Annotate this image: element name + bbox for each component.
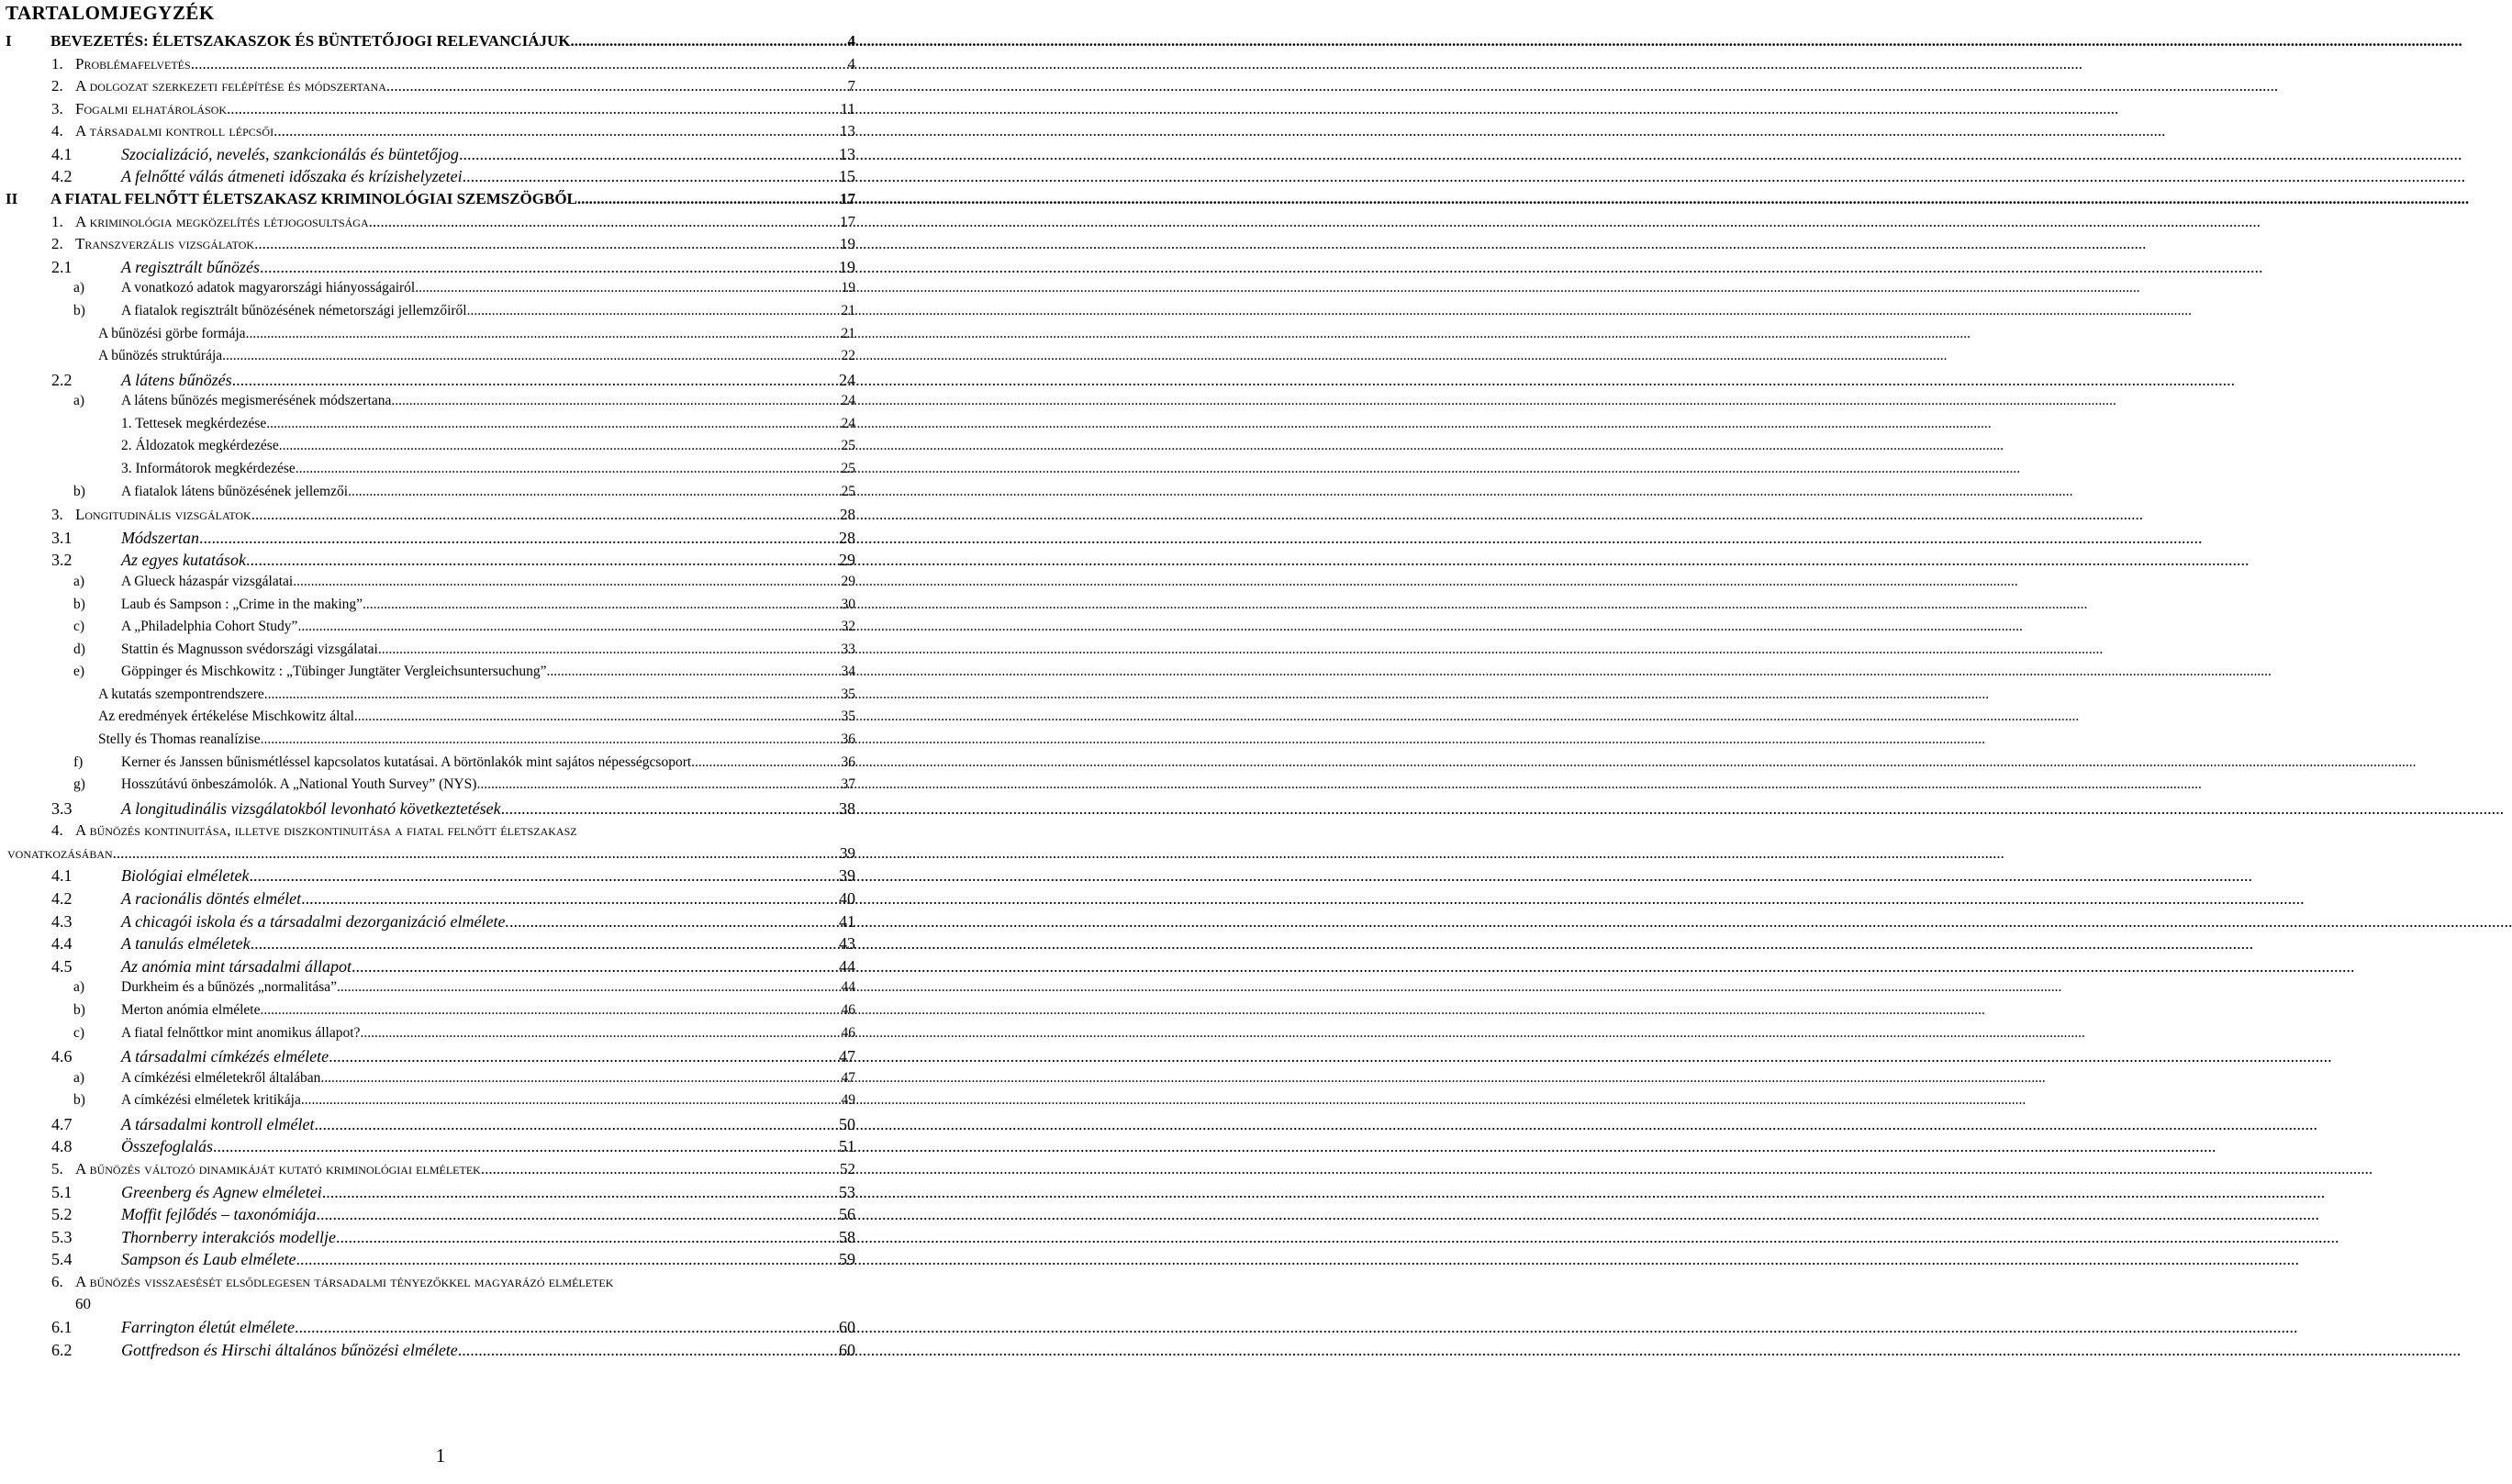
toc-dot-leader xyxy=(546,664,840,680)
toc-dot-leader xyxy=(113,844,839,863)
toc-entry[interactable] xyxy=(0,799,881,821)
toc-dot-leader xyxy=(378,642,841,658)
toc-dot-leader xyxy=(476,776,840,793)
toc-entry-number: 4.7 xyxy=(51,1114,73,1133)
toc-dot-leader xyxy=(297,619,840,635)
toc-dot-leader xyxy=(415,280,840,296)
toc-dot-leader xyxy=(354,709,841,725)
toc-entry-title: Transzverzális vizsgálatok xyxy=(75,235,255,253)
toc-dot-leader xyxy=(264,686,841,703)
toc-dot-leader xyxy=(254,235,839,253)
toc-entry-page: 35 xyxy=(841,686,855,702)
toc-entry-title: A fiatalok látens bűnözésének jellemzői xyxy=(121,483,349,499)
toc-entry-number: 2.2 xyxy=(51,370,73,389)
toc-entry[interactable] xyxy=(0,506,881,528)
toc-entry-number: 5.2 xyxy=(51,1205,73,1224)
toc-entry-title: A bűnözés struktúrája xyxy=(98,348,223,364)
toc-entry-page: 17 xyxy=(840,212,855,230)
toc-entry-number: a) xyxy=(73,979,85,996)
toc-entry-page: 24 xyxy=(839,370,855,389)
toc-entry-title: Szocializáció, nevelés, szankcionálás és büntetőjog xyxy=(121,144,459,163)
toc-entry-title: Gottfredson és Hirschi általános bűnözési elmélete xyxy=(121,1340,458,1359)
toc-entry-page: 41 xyxy=(839,911,855,931)
toc-entry[interactable] xyxy=(0,461,881,483)
toc-dot-leader xyxy=(213,1137,838,1156)
toc-entry-number: 6. xyxy=(51,1272,63,1290)
toc-dot-leader xyxy=(301,889,838,909)
toc-entry-number: b) xyxy=(73,1001,85,1018)
toc-entry-page: 51 xyxy=(839,1137,855,1156)
toc-entry-title: A „Philadelphia Cohort Study” xyxy=(121,619,298,635)
toc-entry-page: 43 xyxy=(839,934,855,954)
toc-entry-page: 28 xyxy=(840,506,855,524)
toc-entry-number: 4.1 xyxy=(51,144,73,163)
toc-dot-leader xyxy=(348,484,840,500)
toc-dot-leader xyxy=(191,55,847,73)
toc-entry-number: 4.4 xyxy=(51,934,73,954)
toc-dot-leader xyxy=(251,506,839,524)
toc-entry-title: A bűnözési görbe formája xyxy=(98,325,246,341)
toc-entry-title: A társadalmi kontroll elmélet xyxy=(121,1114,315,1133)
toc-entry[interactable] xyxy=(0,167,881,189)
toc-entry-page: 39 xyxy=(840,843,855,862)
toc-entry-title: A bűnözés változó dinamikáját kutató kriminológiai elméletek xyxy=(75,1160,481,1177)
toc-entry[interactable] xyxy=(0,393,881,415)
toc-entry-number: f) xyxy=(73,753,84,770)
document-page xyxy=(0,0,881,1484)
toc-entry-number: 6.1 xyxy=(51,1318,73,1337)
toc-dot-leader xyxy=(336,1228,838,1247)
toc-entry-title: Farrington életút elmélete xyxy=(121,1318,295,1337)
toc-entry-title: Hosszútávú önbeszámolók. A „National Youth Survey” (NYS) xyxy=(121,776,477,793)
toc-entry[interactable] xyxy=(0,866,881,888)
toc-entry-title: Módszertan xyxy=(121,528,199,547)
toc-entry-page: 19 xyxy=(840,235,855,253)
toc-entry-title: A felnőtté válás átmeneti időszaka és krízishelyzetei xyxy=(121,167,463,186)
toc-entry[interactable] xyxy=(0,731,881,753)
toc-entry-number: 4.1 xyxy=(51,866,73,886)
toc-entry[interactable] xyxy=(0,1228,881,1250)
toc-entry-page: 53 xyxy=(839,1182,855,1201)
toc-entry-title: A kriminológia megközelítés létjogosultsága xyxy=(75,212,369,230)
toc-entry-number: 6.2 xyxy=(51,1340,73,1359)
toc-entry-number: 4. xyxy=(51,122,63,140)
toc-entry-page: 4 xyxy=(847,54,855,73)
toc-dot-leader xyxy=(501,799,838,819)
toc-entry[interactable] xyxy=(0,889,881,911)
toc-entry-title: A társadalmi kontroll lépcsői xyxy=(75,122,274,140)
toc-entry-number: 2. xyxy=(51,77,63,95)
toc-entry[interactable] xyxy=(0,303,881,325)
toc-entry-title: Moffit fejlődés – taxonómiája xyxy=(121,1205,317,1224)
toc-entry-title: A fiatalok regisztrált bűnözésének németországi jellemzőiről xyxy=(121,302,467,318)
toc-entry[interactable] xyxy=(0,1205,881,1227)
toc-entry-number: 4.6 xyxy=(51,1047,73,1066)
toc-dot-leader xyxy=(391,393,840,409)
toc-dot-leader xyxy=(360,1025,840,1042)
toc-entry[interactable] xyxy=(0,821,881,843)
toc-dot-leader xyxy=(467,303,841,319)
toc-entry-number: 4.5 xyxy=(51,956,73,976)
toc-dot-leader xyxy=(352,957,838,976)
toc-entry-page: 24 xyxy=(841,415,855,431)
toc-entry-title: A regisztrált bűnözés xyxy=(121,257,261,276)
toc-entry-page: 47 xyxy=(839,1047,855,1066)
toc-entry[interactable] xyxy=(0,1295,881,1317)
toc-entry-title: A kutatás szempontrendszere xyxy=(98,686,264,702)
toc-entry[interactable] xyxy=(0,32,881,54)
toc-entry[interactable] xyxy=(0,709,881,731)
toc-entry-page: 40 xyxy=(839,889,855,909)
toc-entry-page: 13 xyxy=(840,122,855,140)
toc-dot-leader xyxy=(314,1115,838,1134)
toc-entry[interactable] xyxy=(0,1092,881,1114)
toc-entry[interactable] xyxy=(0,1115,881,1137)
toc-dot-leader xyxy=(337,979,841,996)
toc-entry-title: 2. Áldozatok megkérdezése xyxy=(121,438,279,454)
toc-entry-number: 1. xyxy=(51,54,63,73)
toc-entry-page: 38 xyxy=(839,798,855,818)
toc-entry[interactable] xyxy=(0,213,881,235)
toc-entry-page: 29 xyxy=(839,551,855,570)
toc-entry[interactable] xyxy=(0,1025,881,1047)
toc-entry-title: 60 xyxy=(75,1295,91,1313)
toc-dot-leader xyxy=(227,100,840,118)
toc-entry[interactable] xyxy=(0,122,881,144)
toc-entry-title: Az egyes kutatások xyxy=(121,551,246,570)
toc-entry[interactable] xyxy=(0,776,881,798)
toc-entry-page: 7 xyxy=(847,77,855,95)
toc-entry-title: Stattin és Magnusson svédországi vizsgálatai xyxy=(121,641,378,657)
toc-entry[interactable] xyxy=(0,348,881,370)
toc-entry-number: 3. xyxy=(51,506,63,524)
toc-entry-page: 4 xyxy=(847,32,855,50)
toc-entry[interactable] xyxy=(0,686,881,709)
toc-dot-leader xyxy=(320,1070,840,1087)
toc-entry-number: 4.2 xyxy=(51,167,73,186)
toc-entry-number: 5. xyxy=(51,1160,63,1177)
toc-dot-leader xyxy=(199,529,838,548)
toc-entry[interactable] xyxy=(0,77,881,99)
toc-entry-page: 59 xyxy=(839,1250,855,1269)
toc-dot-leader xyxy=(279,438,841,454)
toc-dot-leader xyxy=(369,213,839,231)
toc-entry-title: Fogalmi elhatárolások xyxy=(75,99,228,117)
toc-entry-number: 1. xyxy=(51,212,63,230)
toc-entry[interactable] xyxy=(0,1318,881,1340)
toc-entry-title: A címkézési elméletekről általában xyxy=(121,1069,321,1086)
toc-dot-leader xyxy=(481,1160,839,1178)
toc-entry-page: 15 xyxy=(839,167,855,186)
toc-entry-number: a) xyxy=(73,1069,85,1086)
toc-entry-title: Kerner és Janssen bűnismétléssel kapcsolatos kutatásai. A börtönlakók mint sajátos népességcsoport xyxy=(121,753,692,770)
toc-entry[interactable] xyxy=(0,484,881,506)
toc-dot-leader xyxy=(251,934,838,954)
toc-entry-number: 5.3 xyxy=(51,1227,73,1246)
toc-entry-page: 28 xyxy=(839,528,855,547)
toc-entry-number: a) xyxy=(73,393,85,409)
toc-dot-leader xyxy=(691,754,840,771)
toc-entry-title: Stelly és Thomas reanalízise xyxy=(98,731,261,747)
toc-entry-page: 22 xyxy=(841,348,855,364)
toc-entry-title: A chicagói iskola és a társadalmi dezorganizáció elmélete. xyxy=(121,911,509,931)
toc-entry-page: 52 xyxy=(840,1160,855,1177)
toc-entry-page: 46 xyxy=(841,1024,855,1041)
toc-entry-number: 5.1 xyxy=(51,1182,73,1201)
toc-entry-page: 13 xyxy=(839,144,855,163)
toc-entry-page: 24 xyxy=(841,393,855,409)
toc-dot-leader xyxy=(459,145,838,164)
toc-entry[interactable] xyxy=(0,145,881,167)
toc-entry-number: b) xyxy=(73,302,85,318)
toc-entry[interactable] xyxy=(0,371,881,393)
toc-entry[interactable] xyxy=(0,912,881,934)
toc-entry-page: 21 xyxy=(841,325,855,341)
toc-entry-number: 4. xyxy=(51,821,63,840)
toc-dot-leader xyxy=(249,866,838,886)
toc-entry-page: 25 xyxy=(841,438,855,454)
page-number: 1 xyxy=(435,1445,446,1467)
toc-entry-page: 11 xyxy=(840,99,855,117)
toc-entry-number: b) xyxy=(73,483,85,499)
toc-entry[interactable] xyxy=(0,1183,881,1205)
toc-dot-leader xyxy=(316,1205,838,1224)
toc-entry-page: 36 xyxy=(841,731,855,747)
toc-entry-number: 2.1 xyxy=(51,257,73,276)
toc-entry-page: 47 xyxy=(841,1069,855,1086)
toc-entry-title: Összefoglalás xyxy=(121,1137,214,1156)
toc-entry-title: A tanulás elméletek xyxy=(121,934,251,954)
toc-entry-page: 19 xyxy=(839,257,855,276)
toc-entry-number: b) xyxy=(73,596,85,612)
toc-dot-leader xyxy=(293,574,840,590)
toc-dot-leader xyxy=(266,416,840,432)
toc-entry-title: Göppinger és Mischkowitz : „Tübinger Jungtäter Vergleichsuntersuchung” xyxy=(121,664,547,680)
toc-entry-title: Biológiai elméletek xyxy=(121,866,250,886)
toc-entry-title: BEVEZETÉS: ÉLETSZAKASZOK ÉS BÜNTETŐJOGI RELEVANCIÁJUK xyxy=(50,32,571,50)
toc-entry-page: 33 xyxy=(841,641,855,657)
toc-entry-page: 50 xyxy=(839,1114,855,1133)
toc-entry-title: A fiatal felnőttkor mint anomikus állapot? xyxy=(121,1024,361,1041)
toc-entry-title: A Glueck házaspár vizsgálatai xyxy=(121,573,294,589)
toc-entry[interactable] xyxy=(0,529,881,551)
toc-entry-title: Merton anómia elmélete xyxy=(121,1001,261,1018)
toc-entry-page: 25 xyxy=(841,483,855,499)
toc-entry[interactable] xyxy=(0,844,881,866)
toc-entry[interactable] xyxy=(0,1002,881,1024)
toc-entry[interactable] xyxy=(0,597,881,619)
toc-dot-leader xyxy=(322,1183,838,1202)
toc-entry-title: Thornberry interakciós modellje xyxy=(121,1227,336,1246)
toc-entry[interactable] xyxy=(0,551,881,573)
toc-entry-page: 34 xyxy=(841,664,855,680)
toc-entry[interactable] xyxy=(0,934,881,956)
toc-entry[interactable] xyxy=(0,1047,881,1069)
toc-dot-leader xyxy=(329,1047,838,1066)
toc-entry-title: 1. Tettesek megkérdezése xyxy=(121,415,267,431)
toc-entry-title: A társadalmi címkézés elmélete xyxy=(121,1047,329,1066)
toc-entry-page: 58 xyxy=(839,1227,855,1246)
toc-entry-number: d) xyxy=(73,641,85,657)
toc-entry[interactable] xyxy=(0,1273,881,1295)
toc-entry-title: A bűnözés kontinuitása, illetve diszkontinuitása a fiatal felnőtt életszakasz xyxy=(75,821,577,840)
toc-entry-page: 30 xyxy=(841,596,855,612)
toc-entry-number: a) xyxy=(73,280,85,296)
toc-entry[interactable] xyxy=(0,1250,881,1272)
toc-entry-page: 35 xyxy=(841,709,855,725)
toc-dot-leader xyxy=(296,461,841,477)
toc-dot-leader xyxy=(261,1002,841,1019)
toc-dot-leader xyxy=(261,731,841,748)
toc-title: TARTALOMJEGYZÉK xyxy=(6,2,215,24)
toc-entry-page: 44 xyxy=(841,979,855,996)
toc-dot-leader xyxy=(246,326,841,342)
toc-entry-title: Problémafelvetés xyxy=(75,54,191,73)
toc-entry-title: A longitudinális vizsgálatokból levonható következtetések xyxy=(121,798,501,818)
toc-entry-page: 44 xyxy=(839,956,855,976)
toc-dot-leader xyxy=(458,1341,838,1360)
toc-entry-number: 3. xyxy=(51,99,63,117)
toc-entry-number: e) xyxy=(73,664,85,680)
toc-entry-title: A címkézési elméletek kritikája xyxy=(121,1092,301,1109)
toc-entry-number: II xyxy=(6,190,18,208)
toc-entry-title: A FIATAL FELNŐTT ÉLETSZAKASZ KRIMINOLÓGIAI SZEMSZÖGBŐL xyxy=(50,190,577,208)
toc-entry-page: 46 xyxy=(841,1001,855,1018)
toc-entry-page: 17 xyxy=(840,190,855,208)
toc-dot-leader xyxy=(296,1250,838,1269)
toc-entry-number: 5.4 xyxy=(51,1250,73,1269)
toc-entry[interactable] xyxy=(0,979,881,1001)
toc-entry-page: 25 xyxy=(841,461,855,477)
toc-dot-leader xyxy=(301,1092,841,1109)
toc-dot-leader xyxy=(246,551,838,570)
toc-entry[interactable] xyxy=(0,1070,881,1092)
toc-entry-title: A racionális döntés elmélet xyxy=(121,889,302,909)
toc-entry-title: 3. Informátorok megkérdezése xyxy=(121,461,296,477)
toc-entry-number: 3.3 xyxy=(51,798,73,818)
toc-entry-page: 29 xyxy=(841,573,855,589)
toc-entry[interactable] xyxy=(0,642,881,664)
toc-entry[interactable] xyxy=(0,438,881,460)
toc-entry-title: Az anómia mint társadalmi állapot xyxy=(121,956,352,976)
toc-entry[interactable] xyxy=(0,190,881,212)
toc-entry[interactable] xyxy=(0,55,881,77)
toc-entry-title: Sampson és Laub elmélete xyxy=(121,1250,296,1269)
toc-entry[interactable] xyxy=(0,957,881,979)
toc-entry[interactable] xyxy=(0,416,881,438)
toc-entry-title: Durkheim és a bűnözés „normalitása” xyxy=(121,979,337,996)
toc-entry[interactable] xyxy=(0,1160,881,1182)
toc-dot-leader xyxy=(463,167,838,186)
toc-entry-page: 21 xyxy=(841,302,855,318)
toc-entry[interactable] xyxy=(0,235,881,257)
toc-entry-number: 4.3 xyxy=(51,911,73,931)
toc-dot-leader xyxy=(232,371,838,390)
toc-entry-page: 39 xyxy=(839,866,855,886)
toc-dot-leader xyxy=(509,912,838,932)
toc-entry-title: A bűnözés visszaesését elsődlegesen társadalmi tényezőkkel magyarázó elméletek xyxy=(75,1272,614,1290)
toc-entry-title: A vonatkozó adatok magyarországi hiányosságairól xyxy=(121,280,416,296)
toc-entry-page: 60 xyxy=(839,1318,855,1337)
toc-dot-leader xyxy=(577,190,839,208)
toc-entry-number: c) xyxy=(73,619,85,635)
toc-entry-number: 4.2 xyxy=(51,889,73,909)
toc-entry-title: Az eredmények értékelése Mischkowitz által xyxy=(98,709,354,725)
toc-entry-number: 3.2 xyxy=(51,551,73,570)
toc-entry-page: 56 xyxy=(839,1205,855,1224)
toc-entry-page: 19 xyxy=(841,280,855,296)
toc-entry-title: vonatkozásában xyxy=(7,843,113,862)
toc-entry-page: 60 xyxy=(839,1340,855,1359)
toc-entry-number: 4.8 xyxy=(51,1137,73,1156)
toc-dot-leader xyxy=(363,597,840,613)
toc-entry[interactable] xyxy=(0,258,881,280)
toc-entry-title: A dolgozat szerkezeti felépítése és módszertana xyxy=(75,77,386,95)
toc-entry[interactable] xyxy=(0,1341,881,1363)
toc-dot-leader xyxy=(571,32,847,50)
toc-dot-leader xyxy=(386,77,847,95)
toc-entry[interactable] xyxy=(0,326,881,348)
toc-entry-page: 32 xyxy=(841,619,855,635)
toc-entry-page: 37 xyxy=(841,776,855,793)
toc-entry-number: a) xyxy=(73,573,85,589)
toc-dot-leader xyxy=(274,122,839,140)
toc-dot-leader xyxy=(260,258,838,277)
toc-entry-title: A látens bűnözés megismerésének módszertana xyxy=(121,393,392,409)
toc-entry[interactable] xyxy=(0,100,881,122)
toc-dot-leader xyxy=(295,1318,838,1337)
toc-entry[interactable] xyxy=(0,574,881,596)
toc-dot-leader xyxy=(222,348,840,364)
toc-entry[interactable] xyxy=(0,664,881,686)
toc-entry-number: g) xyxy=(73,776,85,793)
toc-entry-number: I xyxy=(6,32,12,50)
toc-entry-title: A látens bűnözés xyxy=(121,370,232,389)
toc-entry[interactable] xyxy=(0,280,881,302)
toc-entry-title: Laub és Sampson : „Crime in the making” xyxy=(121,596,363,612)
toc-entry[interactable] xyxy=(0,754,881,776)
toc-entry-title: Longitudinális vizsgálatok xyxy=(75,506,251,524)
toc-entry[interactable] xyxy=(0,1137,881,1159)
toc-entry-page: 49 xyxy=(841,1092,855,1109)
toc-entry-number: c) xyxy=(73,1024,85,1041)
toc-entry-number: 2. xyxy=(51,235,63,253)
toc-entry-page: 36 xyxy=(841,753,855,770)
toc-entry-number: 3.1 xyxy=(51,528,73,547)
toc-entry-number: b) xyxy=(73,1092,85,1109)
toc-entry[interactable] xyxy=(0,619,881,641)
toc-entry-title: Greenberg és Agnew elméletei xyxy=(121,1182,322,1201)
